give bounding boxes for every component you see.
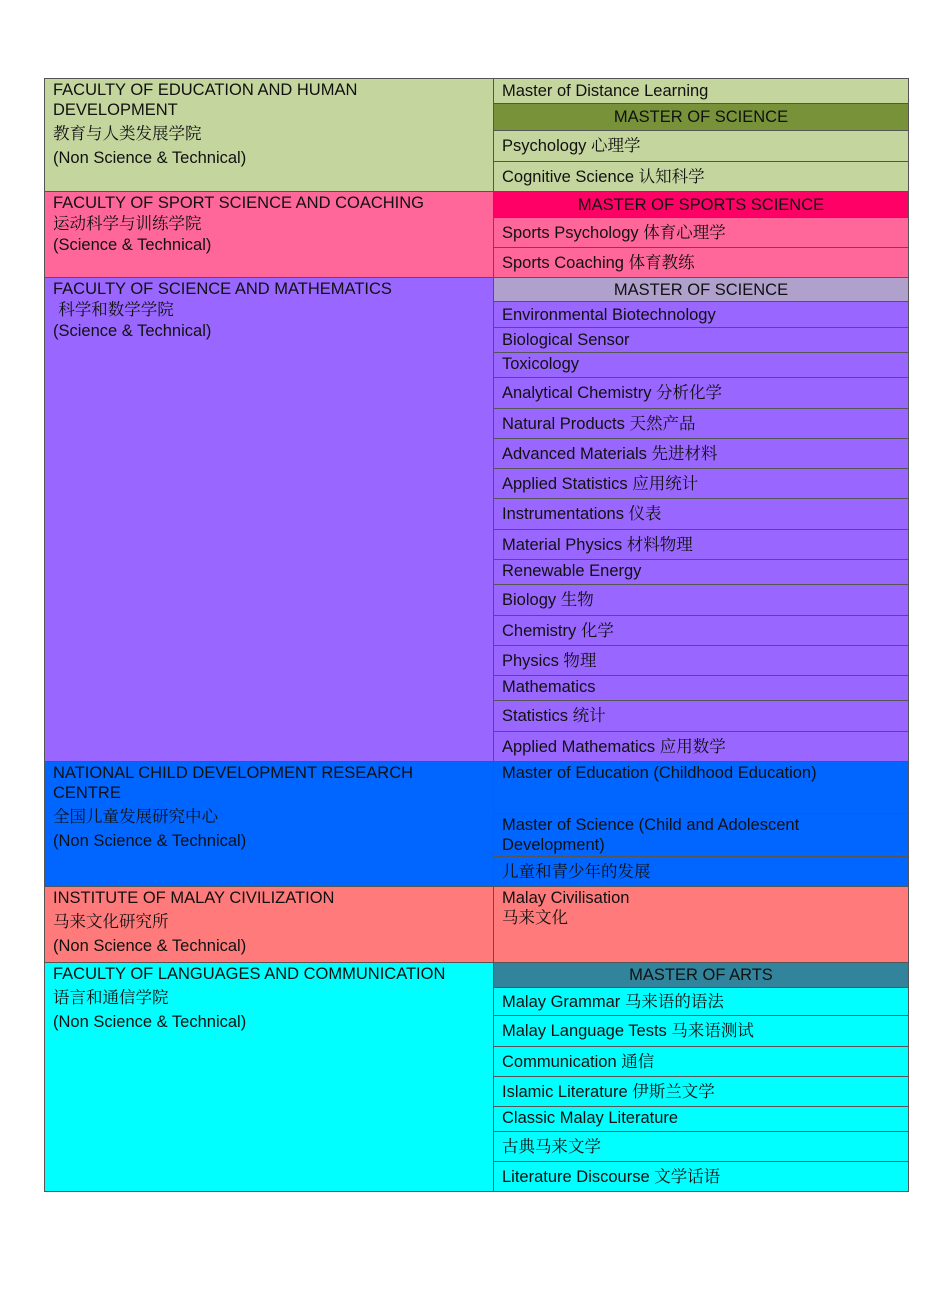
faculty-name: FACULTY OF SPORT SCIENCE AND COACHING bbox=[53, 194, 425, 212]
program-cell: Material Physics 材料物理 bbox=[494, 530, 909, 560]
program-cell: Psychology 心理学 bbox=[494, 131, 909, 162]
program-name: Malay Civilisation bbox=[502, 889, 630, 907]
faculty-education-cell bbox=[45, 79, 494, 192]
program-cell: Natural Products 天然产品 bbox=[494, 409, 909, 439]
degree-header: MASTER OF SPORTS SCIENCE bbox=[494, 192, 909, 218]
table-row bbox=[45, 79, 909, 104]
program-cell: Environmental Biotechnology bbox=[494, 302, 909, 328]
program-cell: Literature Discourse 文学话语 bbox=[494, 1162, 909, 1192]
degree-header: MASTER OF ARTS bbox=[494, 963, 909, 988]
program-cell: Islamic Literature 伊斯兰文学 bbox=[494, 1077, 909, 1107]
table-row bbox=[45, 192, 909, 218]
table-row bbox=[45, 963, 909, 988]
faculty-child-cell bbox=[45, 762, 494, 887]
program-cell bbox=[494, 887, 909, 963]
program-cell: Analytical Chemistry 分析化学 bbox=[494, 378, 909, 409]
program-cell: Master of Education (Childhood Education) bbox=[494, 762, 909, 814]
faculty-program-table bbox=[44, 78, 909, 1192]
faculty-name-cn: 教育与人类发展学院 bbox=[53, 124, 202, 143]
program-cell: Advanced Materials 先进材料 bbox=[494, 439, 909, 469]
faculty-name: FACULTY OF SCIENCE AND MATHEMATICS bbox=[53, 280, 392, 298]
program-cell: 儿童和青少年的发展 bbox=[494, 857, 909, 887]
program-cell: Cognitive Science 认知科学 bbox=[494, 162, 909, 192]
faculty-name-cn: 全国儿童发展研究中心 bbox=[53, 807, 218, 826]
faculty-name-cn: 运动科学与训练学院 bbox=[53, 214, 202, 233]
faculty-malay-cell bbox=[45, 887, 494, 963]
program-cell: Instrumentations 仪表 bbox=[494, 499, 909, 530]
faculty-languages-cell bbox=[45, 963, 494, 1192]
faculty-name: FACULTY OF LANGUAGES AND COMMUNICATION bbox=[53, 965, 446, 983]
program-cell: Mathematics bbox=[494, 676, 909, 701]
program-cell: Chemistry 化学 bbox=[494, 616, 909, 646]
program-cell: Classic Malay Literature bbox=[494, 1107, 909, 1132]
program-cell: Applied Mathematics 应用数学 bbox=[494, 732, 909, 762]
faculty-name: FACULTY OF EDUCATION AND HUMAN DEVELOPMENT bbox=[53, 81, 358, 119]
table-row bbox=[45, 278, 909, 302]
program-cell: Toxicology bbox=[494, 353, 909, 378]
faculty-name-cn: 科学和数学学院 bbox=[53, 300, 174, 319]
faculty-category: (Science & Technical) bbox=[53, 322, 212, 340]
program-cell: Renewable Energy bbox=[494, 560, 909, 585]
program-cell: Malay Language Tests 马来语测试 bbox=[494, 1016, 909, 1047]
program-cell: Master of Distance Learning bbox=[494, 79, 909, 104]
program-cell: 古典马来文学 bbox=[494, 1132, 909, 1162]
table-row bbox=[45, 887, 909, 963]
faculty-name-cn: 语言和通信学院 bbox=[53, 988, 169, 1007]
program-cell: Sports Coaching 体育教练 bbox=[494, 248, 909, 278]
faculty-category: (Science & Technical) bbox=[53, 236, 212, 254]
program-cell: Master of Science (Child and Adolescent Development) bbox=[494, 814, 909, 857]
degree-header: MASTER OF SCIENCE bbox=[494, 104, 909, 131]
program-cell: Malay Grammar 马来语的语法 bbox=[494, 988, 909, 1016]
faculty-name: NATIONAL CHILD DEVELOPMENT RESEARCH CENTRE bbox=[53, 764, 414, 802]
degree-header: MASTER OF SCIENCE bbox=[494, 278, 909, 302]
faculty-sport-cell bbox=[45, 192, 494, 278]
program-cell: Biology 生物 bbox=[494, 585, 909, 616]
program-cell: Applied Statistics 应用统计 bbox=[494, 469, 909, 499]
program-cell: Physics 物理 bbox=[494, 646, 909, 676]
program-name-cn: 马来文化 bbox=[502, 908, 568, 927]
faculty-category: (Non Science & Technical) bbox=[53, 1013, 247, 1031]
faculty-category: (Non Science & Technical) bbox=[53, 149, 247, 167]
faculty-category: (Non Science & Technical) bbox=[53, 937, 247, 955]
program-cell: Biological Sensor bbox=[494, 328, 909, 353]
program-cell: Sports Psychology 体育心理学 bbox=[494, 218, 909, 248]
faculty-science-cell bbox=[45, 278, 494, 762]
program-cell: Statistics 统计 bbox=[494, 701, 909, 732]
faculty-name-cn: 马来文化研究所 bbox=[53, 912, 169, 931]
faculty-name: INSTITUTE OF MALAY CIVILIZATION bbox=[53, 889, 335, 907]
table-row bbox=[45, 762, 909, 814]
program-cell: Communication 通信 bbox=[494, 1047, 909, 1077]
faculty-category: (Non Science & Technical) bbox=[53, 832, 247, 850]
